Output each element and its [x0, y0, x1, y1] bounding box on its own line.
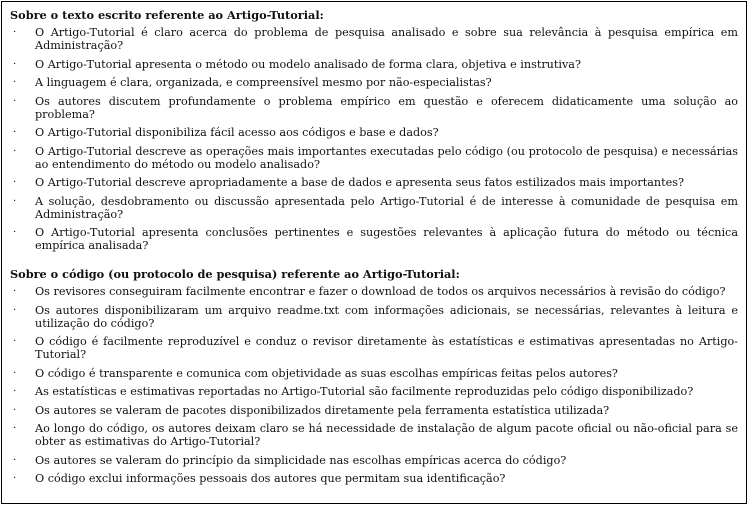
bullet-icon: · — [13, 195, 17, 207]
bullet-icon: · — [13, 367, 17, 379]
bullet-icon: · — [13, 145, 17, 157]
checklist-item — [10, 95, 738, 121]
checklist-item — [10, 335, 738, 361]
bullet-icon: · — [13, 423, 17, 434]
item-text: O Artigo-Tutorial descreve as operações mais importantes executadas pelo código (ou protocolo de pesquisa) e necessárias ao entendimento do método ou modelo analisado? — [35, 144, 738, 171]
checklist-item — [10, 145, 738, 171]
item-text: Ao longo do código, os autores deixam claro se há necessidade de instalação de algum pacote oficial ou não-oficial para se obter as estimativas do Artigo-Tutorial? — [35, 422, 738, 448]
item-text: O Artigo-Tutorial é claro acerca do problema de pesquisa analisado e sobre sua relevância à pesquisa empírica em Administração? — [35, 26, 738, 52]
item-text: Os autores se valeram do princípio da simplicidade nas escolhas empíricas acerca do código? — [35, 453, 567, 467]
checklist-box — [1, 1, 747, 504]
bullet-icon: · — [13, 336, 17, 347]
bullet-icon: · — [13, 473, 17, 484]
checklist-item — [10, 76, 738, 89]
item-text: Os autores discutem profundamente o problema empírico em questão e oferecem didaticamente uma solução ao problema? — [35, 94, 738, 121]
checklist-item — [10, 385, 738, 398]
checklist-item — [10, 226, 738, 252]
section-heading: Sobre o texto escrito referente ao Artigo-Tutorial: — [10, 8, 324, 22]
item-text: O Artigo-Tutorial disponibiliza fácil acesso aos códigos e base e dados? — [35, 126, 439, 139]
bullet-icon: · — [13, 58, 17, 70]
item-text: O Artigo-Tutorial apresenta conclusões pertinentes e sugestões relevantes à aplicação futura do método ou técnica empírica analisada? — [35, 226, 738, 252]
bullet-icon: · — [13, 454, 17, 466]
checklist-item — [10, 126, 738, 139]
checklist-item — [10, 472, 738, 485]
checklist-item — [10, 367, 738, 380]
item-text: Os revisores conseguiram facilmente encontrar e fazer o download de todos os arquivos necessários à revisão do código? — [35, 285, 726, 298]
checklist-item — [10, 26, 738, 52]
bullet-icon: · — [13, 304, 17, 316]
item-text: O Artigo-Tutorial apresenta o método ou modelo analisado de forma clara, objetiva e instrutiva? — [35, 57, 581, 71]
bullet-icon: · — [13, 95, 17, 107]
bullet-icon: · — [13, 386, 17, 397]
item-text: Os autores disponibilizaram um arquivo readme.txt com informações adicionais, se necessárias, relevantes à leitura e utilização do código? — [35, 303, 738, 330]
item-text: O Artigo-Tutorial descreve apropriadamente a base de dados e apresenta seus fatos estilizados mais importantes? — [35, 176, 684, 189]
item-text: O código exclui informações pessoais dos autores que permitam sua identificação? — [35, 472, 506, 485]
section-written-text — [10, 8, 738, 252]
checklist-item — [10, 454, 738, 467]
checklist-item — [10, 304, 738, 330]
checklist-item — [10, 404, 738, 417]
item-text: A solução, desdobramento ou discussão apresentada pelo Artigo-Tutorial é de interesse à comunidade de pesquisa em Administração? — [35, 194, 738, 221]
item-text: A linguagem é clara, organizada, e compreensível mesmo por não-especialistas? — [35, 76, 492, 89]
bullet-icon: · — [13, 177, 17, 188]
checklist-item — [10, 58, 738, 71]
item-text: O código é transparente e comunica com objetividade as suas escolhas empíricas feitas pelos autores? — [35, 366, 618, 380]
item-text: O código é facilmente reproduzível e conduz o revisor diretamente às estatísticas e estimativas apresentadas no Artigo-Tutorial? — [35, 335, 738, 361]
checklist-item — [10, 195, 738, 221]
bullet-icon: · — [13, 77, 17, 88]
section-heading: Sobre o código (ou protocolo de pesquisa) referente ao Artigo-Tutorial: — [10, 267, 460, 281]
checklist-item — [10, 422, 738, 448]
item-text: Os autores se valeram de pacotes disponibilizados diretamente pela ferramenta estatística utilizada? — [35, 403, 610, 417]
checklist-item — [10, 176, 738, 189]
bullet-icon: · — [13, 127, 17, 138]
bullet-icon: · — [13, 227, 17, 238]
item-text: As estatísticas e estimativas reportadas no Artigo-Tutorial são facilmente reproduzidas pelo código disponibilizado? — [35, 385, 694, 398]
checklist-item — [10, 285, 738, 298]
bullet-icon: · — [13, 404, 17, 416]
checklist — [10, 285, 738, 485]
section-code — [10, 267, 738, 485]
checklist — [10, 26, 738, 252]
bullet-icon: · — [13, 286, 17, 297]
bullet-icon: · — [13, 27, 17, 38]
